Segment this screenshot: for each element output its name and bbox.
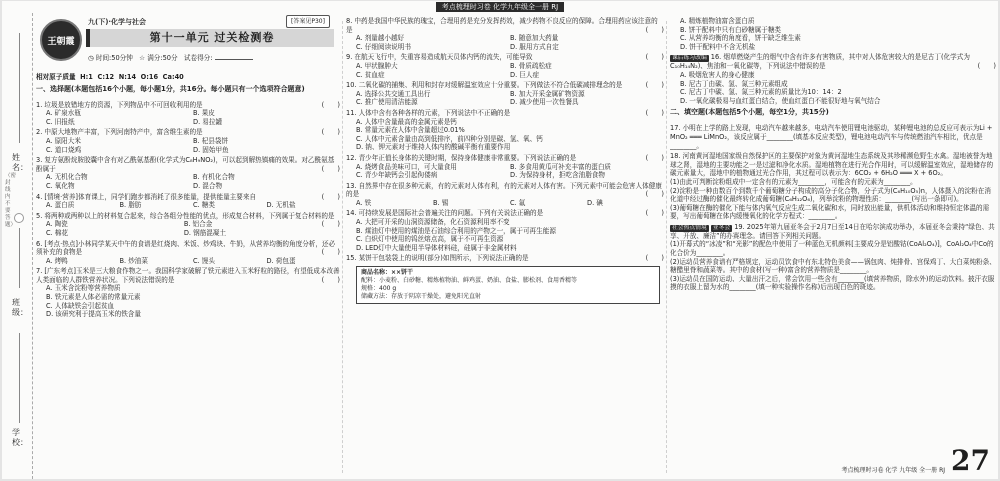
question-stem: 6. [考点·热点]小林同学某天中午的食谱是红烧肉、米饭、炒鸡块、牛奶，从营养均衡的角度分析，还必须补充的食物是 ( ) [36, 239, 340, 257]
question-options [46, 173, 340, 190]
question-19-part-1: (1)开幕式的“冰凌”和“光影”的配色中使用了一种蓝色无机颜料[主要成分是铝酸钴(CoAl₂O₄)]，CoAl₂O₄中Co的化合价为________。 [670, 240, 994, 258]
page-footer [841, 444, 990, 477]
question-stem: 8. 中药是我国中华民族的瑰宝，合理用药是充分发挥药效，减少药物不良反应的保障。合理用药应该注意的是 ( ) [346, 17, 664, 34]
subject-label: 九(下)·化学与社会 [88, 18, 147, 26]
label-title: 商品名称：××饼干 [361, 269, 414, 277]
question-17: 17. 小明在上学的路上发现，电动汽车越来越多，电动汽车使用锂电池驱动，某种锂电池的总反应可表示为Li + MnO₂ ═══ LiMnO₂，该反应属于________(填基本反应类型)，锂电池电动汽车与传统燃油汽车相比，优点是________。 [670, 124, 995, 150]
option[interactable]: A. 吸烟危害人的身心健康 [680, 70, 755, 79]
question-stem: 2. 中原大地物产丰富，下列河南特产中，富含维生素的是 ( ) [36, 128, 340, 137]
option[interactable]: B. 铝合金 [183, 220, 213, 229]
question-options [46, 284, 340, 318]
question [36, 212, 340, 238]
binding-school-label: 学校： [12, 428, 28, 447]
question-options [356, 90, 664, 107]
option[interactable]: D. 无机盐 [266, 201, 296, 210]
option[interactable]: A. 烤鸭 [46, 256, 68, 265]
option[interactable]: D. 荷包蛋 [266, 256, 296, 265]
test-meta [88, 53, 253, 63]
question-tag: 课后练习改编 [672, 55, 707, 62]
binding-note: （密封线内不要答题） [5, 173, 17, 228]
question-stem: 3. 复方氨酚烷胺胶囊中含有对乙酰氨基酚(化学式为C₈H₉NO₂)，可以起到解热镇痛的效果。对乙酰氨基酚属于 ( ) [36, 156, 340, 173]
option[interactable]: B. 锡 [433, 198, 449, 207]
option[interactable]: C. 人体中元素含量由高到低排序，前四种分别是碳、氢、氧、钙 [356, 134, 543, 143]
question-18-part-3: (3)葡萄糖在酶的催化下能与体内氧气反应生成二氧化碳和水，同时放出能量，供机体活动和维持恒定体温的需要，写出葡萄糖在体内缓慢氧化的化学方程式：________。 [670, 203, 990, 221]
option[interactable]: B. 铁元素是人体必需的常量元素 [46, 293, 141, 302]
option[interactable]: C. 白炽灯中使用的钨丝熔点高，属于不可再生资源 [356, 235, 504, 244]
option[interactable]: A. 原阳大米 [46, 136, 81, 145]
option[interactable]: A. 人体中含量最高的金属元素是钙 [356, 117, 457, 126]
time-limit: 时间:50分钟 [95, 54, 133, 62]
option[interactable]: C. 仔细阅读说明书 [356, 42, 411, 51]
question-options [46, 109, 340, 126]
question-stem: 1. 垃圾是放错地方的资源，下列物品中不可回收利用的是 ( ) [36, 100, 340, 109]
question [346, 53, 664, 79]
option[interactable]: B. 果皮 [193, 109, 215, 118]
option[interactable]: B. 有机化合物 [193, 173, 235, 182]
question [346, 81, 664, 107]
question-stem: 9. 在航天飞行中，失重容易造成航天员体内钙的流失，可能导致 ( ) [346, 53, 664, 62]
score-icon: ☆ [139, 54, 146, 62]
question-stem: 5. 将两种或两种以上的材料复合起来，综合各组分性能的优点，形成复合材料，下列属于复合材料的是 ( ) [36, 211, 340, 229]
question-18-part-2: (2)淀粉是一种由数百个到数千个葡萄糖分子构成的高分子化合物，分子式为(C₆H₁₀O₅)n，人体摄入的淀粉在消化道中经过酶的催化最终转化成葡萄糖(C₆H₁₂O₆)，列举淀粉的物理性质：________(写出一条即可)。 [670, 186, 991, 204]
option[interactable]: D. LED灯中大量使用半导体材料硅，硅属于非金属材料 [356, 243, 517, 252]
question-19-part-2: (2)运动员营养食谱有严格规定，运动员饮食中有东北特色美食——锅包肉、炖排骨、宫保鸡丁、大白菜炖粉条、糖醋里脊和蔬菜等。其中的食材(写一种)富含的营养物质是________。 [670, 257, 996, 275]
question [36, 156, 340, 190]
option[interactable]: B. 多食用黄瓜可补充丰富的蛋白质 [510, 162, 612, 171]
option[interactable]: D. 一氧化碳极易与血红蛋白结合，使血红蛋白不能很好地与氧气结合 [680, 96, 881, 105]
option[interactable]: B. 炒油菜 [119, 256, 148, 265]
option[interactable]: A. 无机化合物 [46, 173, 88, 182]
label-storage: 储藏方法：存放于阴凉干燥处，避免阳光直射 [361, 293, 482, 301]
option[interactable]: B. 骨质疏松症 [510, 61, 552, 70]
option[interactable]: D. 巨人症 [510, 70, 540, 79]
question-options [356, 163, 664, 180]
question-options [356, 199, 664, 208]
option[interactable]: D. 固始甲鱼 [193, 145, 229, 154]
question-options [46, 257, 340, 266]
option[interactable]: C. 道口烧鸡 [46, 145, 82, 154]
question-stem: 15. 某饼干包装袋上的说明(部分)如图所示，下列说法正确的是 ( ) [346, 254, 664, 263]
option[interactable]: B. 随意加大药量 [510, 34, 559, 43]
question-options [46, 137, 340, 154]
question-stem: 课后练习改编 16. 烟草燃烧产生的烟气中含有许多有害物质，其中对人体危害较大的是尼古丁(化学式为C₁₀H₁₄N₂)、焦油和一氧化碳等，下列说法中错误的是 ( ) [670, 53, 996, 71]
option[interactable]: A. 矿泉水瓶 [46, 109, 81, 118]
question [36, 240, 340, 266]
option[interactable]: A. 陶瓷 [46, 220, 68, 229]
question-options [680, 71, 996, 105]
section-1-title: 一、选择题(本题包括16个小题，每小题1分，共16分。每小题只有一个选项符合题意) [36, 84, 305, 93]
question [36, 128, 340, 154]
question-stem: 社会热点情境 亚冬会 19. 2025年第九届亚冬会于2月7日至14日在哈尔滨成功举办，本届亚冬会秉持“绿色、共享、开放、廉洁”的办赛理念。请回答下列相关问题。 [670, 222, 995, 240]
question-18-part-1: (1)由此可判断淀粉组成中一定含有的元素为________，可能含有的元素为________。 [670, 177, 917, 186]
clock-icon: ◷ [88, 54, 94, 62]
option[interactable]: D. 饼干配料中不含无机盐 [680, 42, 756, 51]
question-options [46, 220, 322, 237]
question [36, 101, 340, 127]
question-options [356, 118, 664, 152]
question [36, 267, 340, 319]
option[interactable]: D. 碘 [587, 198, 603, 207]
question-stem: 11. 人体中含有各种各样的元素，下列说法中不正确的是 ( ) [346, 108, 664, 117]
option[interactable]: C. 糖类 [193, 201, 215, 210]
option[interactable]: A. 蛋白质 [46, 201, 75, 210]
binding-line [19, 228, 20, 288]
option[interactable]: C. 旧报纸 [46, 117, 75, 126]
option[interactable]: D. 服用方式自定 [510, 42, 559, 51]
question [346, 17, 664, 51]
result-label: 试卷得分: [183, 54, 213, 62]
question-tag: 社会热点情境 [672, 224, 707, 231]
question-18: 18. 河南黄河湿地国家级自然保护区的主要保护对象为黄河湿地生态系统及其珍稀濒危野生水禽。湿地被誉为地球之肾，湿地的主要功能之一是过滤和净化水质。湿地植物在进行光合作用时，可以缓解温室效应，湿地储存的碳元素量大，湿地中的植物通过光合作用，其过程可以表示为：6CO₂ + 6H₂O ═══ X + 6O₂。 [670, 152, 994, 178]
option[interactable]: C. 贫血症 [356, 70, 385, 79]
binding-hole [14, 213, 24, 223]
option[interactable]: C. 从营养均衡的角度看，饼干缺乏维生素 [680, 34, 801, 43]
question-tag: 亚冬会 [712, 224, 731, 231]
question-stem: 14. 可持续发展是国际社会普遍关注的问题。下列有关说法正确的是 ( ) [346, 209, 664, 218]
option[interactable]: A. 甲状腺肿大 [356, 61, 398, 70]
binding-class-label: 班级： [12, 298, 28, 317]
question [346, 182, 664, 208]
label-ingredients: 配料：小麦粉、白砂糖、精炼植物油、鲜鸡蛋、奶油、食盐、膨松剂、食用香精等 [361, 277, 578, 285]
question-stem: 7. [广东考点]玉米是三大粮食作物之一。我国科学家破解了铁元素进入玉米籽粒的路径，有望低成本改善人类面临的人群铁营养状况。下列说法错误的是 ( ) [36, 267, 340, 284]
question-options [46, 201, 340, 210]
option[interactable]: B. 煤油灯中使用的煤油是石油综合利用的产物之一，属于可再生能源 [356, 226, 556, 235]
option[interactable]: D. 易拉罐 [193, 117, 223, 126]
answer-reference: [答案见P30] [286, 15, 330, 28]
page-number: 27 [951, 444, 990, 477]
biscuit-label-box [356, 266, 660, 304]
question-stem: 12. 青少年正值长身体的关键时期，保持身体健康非常重要。下列说法正确的是 ( ) [346, 153, 664, 162]
question [36, 193, 340, 210]
question-19-part-3: (3)运动员在国防运动、大量出汗之后，常会饮用一些含有________(填营养物质，除水外)的运动饮料。披汗衣服摸的衣服上留为水的________(填一种实验操作名称)后出现白色的斑迹。 [670, 274, 995, 292]
result-blank[interactable] [215, 53, 253, 60]
option[interactable]: B. 加大开采金属矿物资源 [510, 89, 585, 98]
question [346, 254, 664, 263]
option[interactable]: B. 常量元素在人体中含量超过0.01% [356, 126, 465, 135]
top-header [2, 1, 998, 14]
option[interactable]: B. 脂肪 [119, 201, 142, 210]
top-header-text: 考点梳理时习卷 化学九年级全一册 RJ [436, 2, 564, 12]
question-19 [670, 223, 996, 292]
column-divider [342, 21, 344, 473]
option[interactable]: A. 大把可开采的山洞资源储备，化石资源利用率不变 [356, 218, 510, 227]
test-header [36, 15, 340, 73]
atomic-mass: 相对原子质量 H:1 C:12 N:14 O:16 Ca:40 [36, 73, 184, 81]
option[interactable]: D. 减少使用一次性餐具 [510, 98, 579, 107]
question-stem: 4. [情境·营养]体育课上，同学们跑步都消耗了很多能量，提供能量主要来自 ( ) [36, 192, 340, 201]
footer-text: 考点梳理时习卷 化学 九年级 全一册 RJ [841, 467, 946, 474]
option[interactable]: A. 烧烤食品美味可口，可大量食用 [356, 162, 457, 171]
question-options [356, 62, 664, 79]
option[interactable]: C. 人体缺铁会引起贫血 [46, 301, 115, 310]
option[interactable]: B. 杞县袋饼 [193, 136, 229, 145]
column-3 [670, 15, 996, 477]
question-list [36, 101, 340, 319]
option[interactable]: C. 馒头 [193, 256, 215, 265]
question-options [356, 218, 664, 252]
option[interactable]: A. 剂量越小越好 [356, 34, 405, 43]
option[interactable]: B. 尼古丁由碳、氢、氮三种元素组成 [680, 79, 788, 88]
column-1 [36, 15, 340, 477]
question [346, 209, 664, 252]
option[interactable]: C. 氧化物 [46, 181, 75, 190]
binding-strip [2, 13, 33, 479]
option[interactable]: C. 尼古丁中碳、氢、氮三种元素的质量比为10：14：2 [680, 88, 842, 97]
option[interactable]: D. 钢筋混凝土 [183, 228, 227, 237]
option[interactable]: D. 钠、钾元素对于维持人体内的酸碱平衡有重要作用 [356, 143, 511, 152]
option[interactable]: D. 该研究利于提高玉米的铁含量 [46, 310, 141, 319]
option[interactable]: C. 棉花 [46, 228, 68, 237]
section-2-title: 二、填空题(本题包括5个小题，每空1分，共15分) [670, 108, 829, 117]
option[interactable]: C. 推广使用清洁能源 [356, 98, 418, 107]
unit-title: 第十一单元 过关检测卷 [86, 29, 334, 47]
question-16 [670, 53, 996, 105]
column-2 [346, 15, 664, 477]
question-stem: 10. 二氧化碳的捕集、利用和封存对缓解温室效应十分重要。下列做法不符合低碳减排理念的是 ( ) [346, 81, 664, 90]
column-divider [666, 21, 668, 473]
question [346, 154, 664, 180]
option[interactable]: A. 玉米含淀粉等营养物质 [46, 284, 121, 293]
option[interactable]: A. 选择公共交通工具出行 [356, 89, 431, 98]
brand-logo: 王朝霞 [40, 19, 82, 61]
binding-line [19, 333, 20, 423]
option[interactable]: D. 混合物 [193, 181, 223, 190]
question-list [346, 17, 664, 263]
full-score: 满分:50分 [147, 54, 178, 62]
question-options [356, 34, 664, 51]
exam-sheet [2, 1, 998, 479]
option[interactable]: D. 为保持身材，拒吃含油脂食物 [510, 171, 605, 180]
option[interactable]: C. 氟 [510, 198, 526, 207]
option[interactable]: A. 精炼植物油富含蛋白质 [680, 17, 755, 25]
option[interactable]: B. 饼干配料中只有白砂糖属于糖类 [680, 25, 782, 34]
option[interactable]: C. 青少年缺钙会引起佝偻病 [356, 171, 438, 180]
q15-options [680, 17, 996, 51]
label-net: 规格：400 g [361, 285, 397, 293]
option[interactable]: A. 铁 [356, 198, 372, 207]
binding-name-label: 姓名： [12, 153, 28, 172]
question-stem: 13. 自然界中存在很多种元素，有的元素对人体有利，有的元素对人体有害。下列元素中可能会危害人体健康的是 ( ) [346, 181, 664, 199]
question [346, 109, 664, 152]
binding-line [19, 33, 20, 143]
